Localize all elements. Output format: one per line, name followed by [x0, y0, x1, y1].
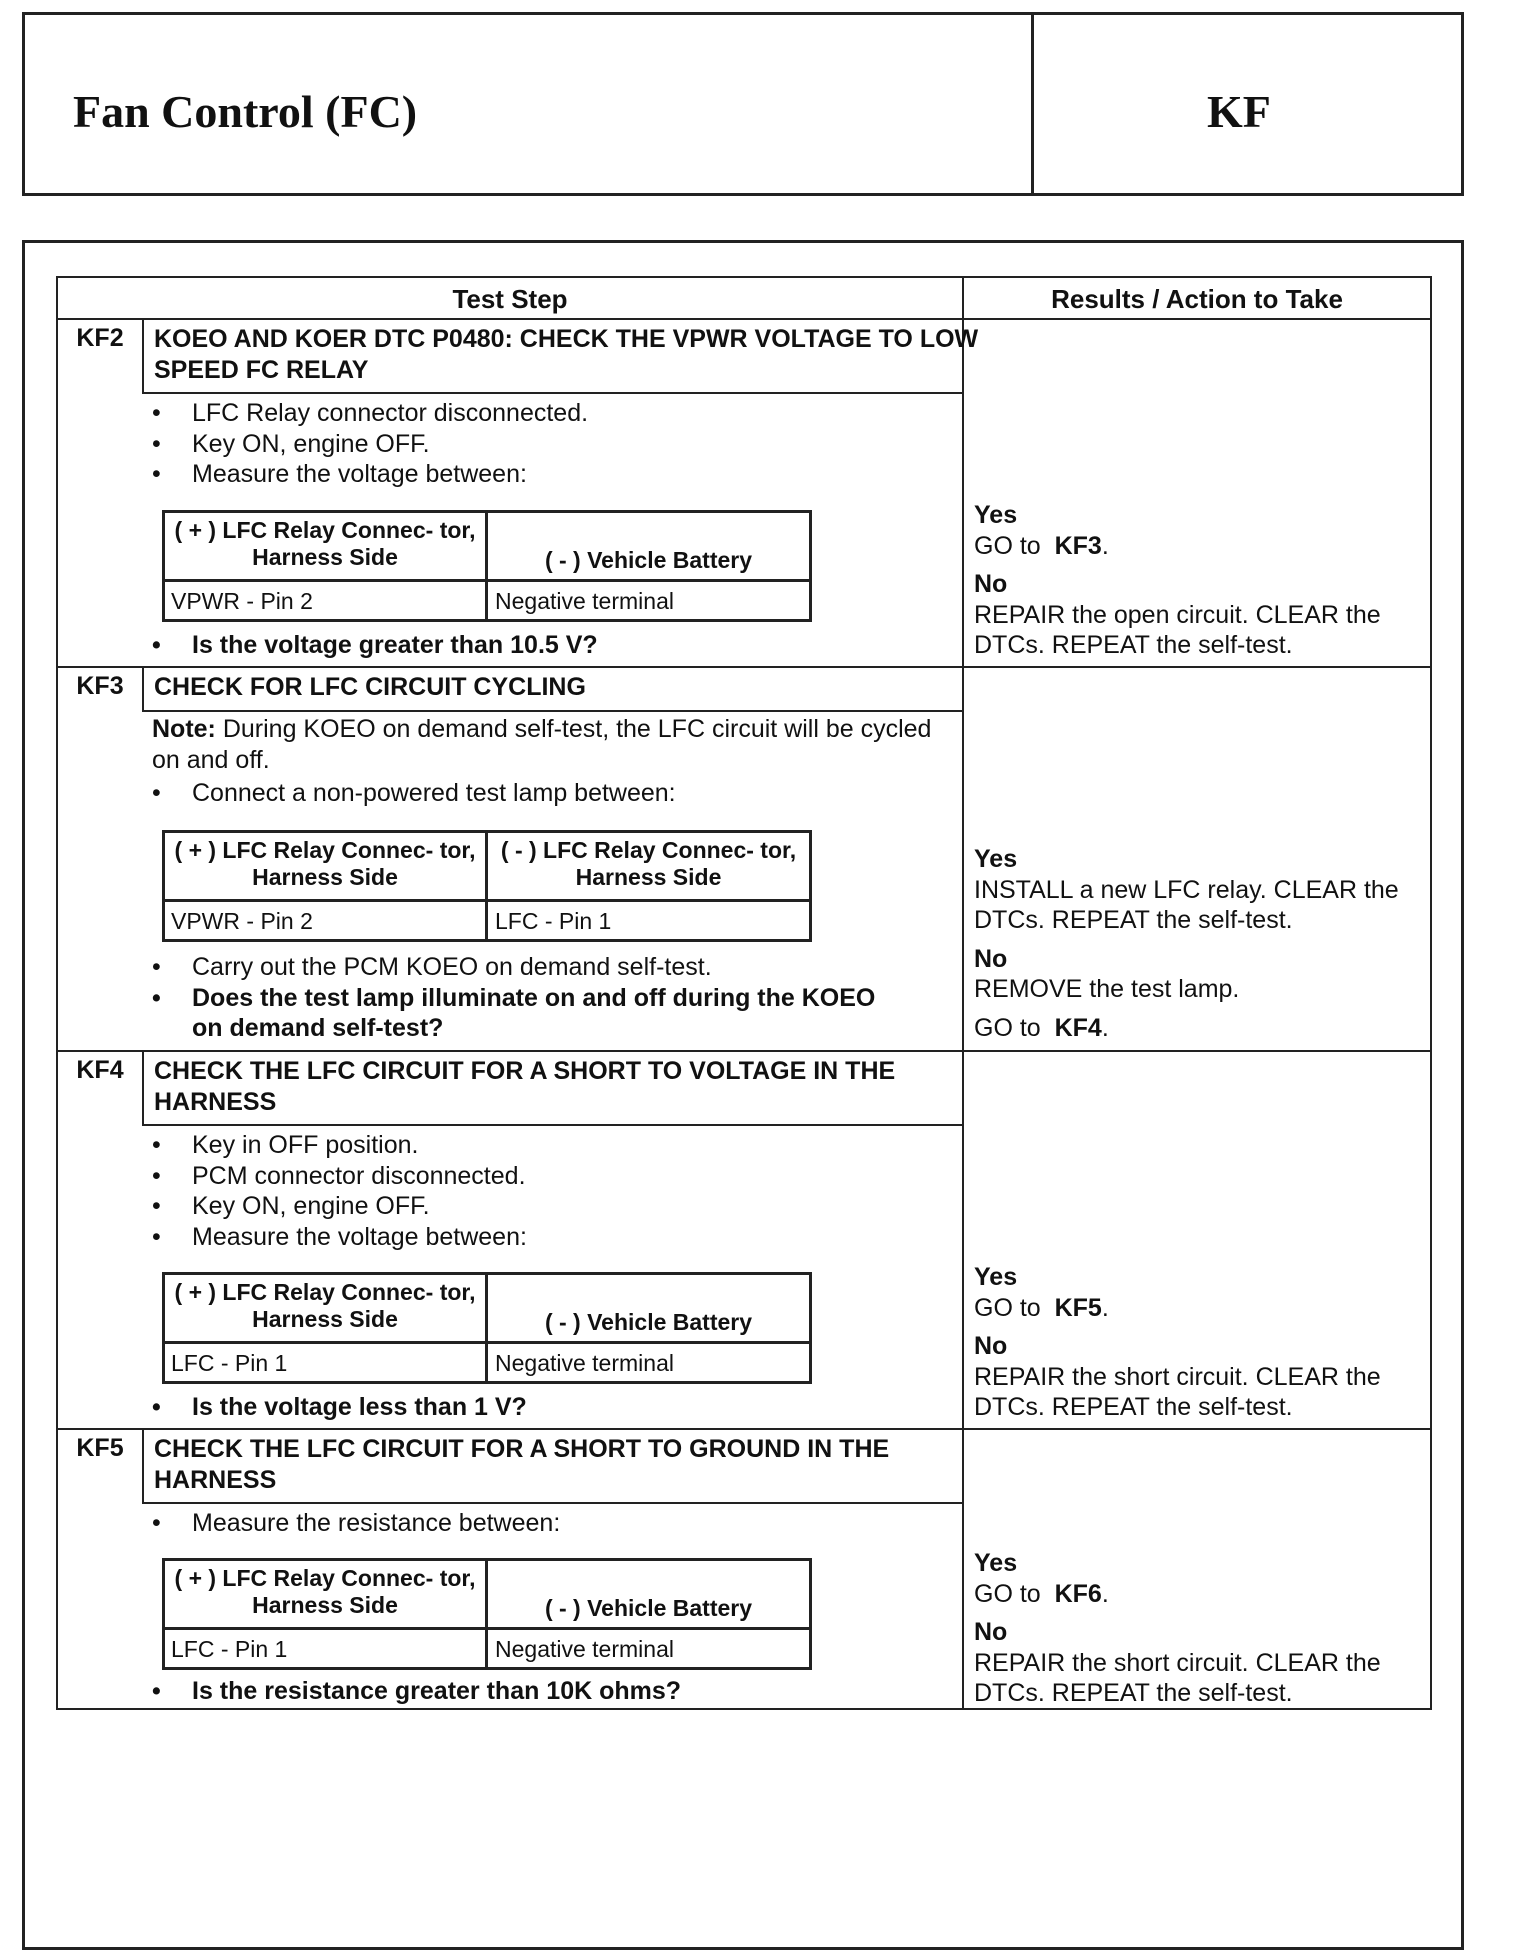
step-bullets: [152, 1508, 560, 1539]
row-divider: [58, 1050, 1430, 1052]
code-divider: [142, 1430, 144, 1504]
table-cell: Negative terminal: [495, 1636, 674, 1662]
no-label: No: [974, 570, 1008, 598]
page-title: Fan Control (FC): [73, 86, 418, 137]
table-header-negative: ( - ) Vehicle Battery: [544, 1309, 753, 1335]
step-title: CHECK FOR LFC CIRCUIT CYCLING: [154, 673, 586, 701]
no-action: REMOVE the test lamp.: [974, 975, 1240, 1003]
yes-action: GO to KF6.: [974, 1579, 1109, 1608]
title-divider: [142, 1502, 962, 1504]
list-item: • Carry out the PCM KOEO on demand self-test.: [152, 952, 912, 983]
step-bullets: [152, 1130, 527, 1252]
table-header-positive: ( + ) LFC Relay Connec- tor, Harness Side: [174, 837, 476, 890]
list-item: • Connect a non-powered test lamp between:: [152, 778, 676, 809]
no-action: REPAIR the open circuit. CLEAR the DTCs. REPEAT the self-test.: [974, 600, 1381, 659]
result-block: [974, 500, 1424, 661]
yes-action: INSTALL a new LFC relay. CLEAR the DTCs. REPEAT the self-test.: [974, 875, 1399, 934]
table-cell: LFC - Pin 1: [495, 908, 612, 934]
row-divider: [58, 666, 1430, 668]
table-header-negative: ( - ) Vehicle Battery: [544, 547, 753, 573]
question-text: • Does the test lamp illuminate on and off during the KOEO on demand self-test?: [152, 983, 912, 1044]
yes-action: GO to KF3.: [974, 531, 1109, 560]
table-cell: Negative terminal: [495, 588, 674, 614]
no-label: No: [974, 1332, 1008, 1360]
list-item: • Key ON, engine OFF.: [152, 429, 588, 460]
table-cell: Negative terminal: [495, 1350, 674, 1376]
step-code: KF3: [76, 672, 124, 700]
step-title: KOEO AND KOER DTC P0480: CHECK THE VPWR VOLTAGE TO LOW SPEED FC RELAY: [154, 325, 979, 384]
no-label: No: [974, 944, 1008, 973]
connector-table: [162, 1558, 812, 1670]
step-ref: KF3: [1054, 531, 1102, 560]
step-ref: KF4: [1054, 1013, 1102, 1042]
list-item: • PCM connector disconnected.: [152, 1161, 527, 1192]
row-divider: [58, 318, 1430, 320]
title-divider: [142, 1124, 962, 1126]
step-question: [152, 1392, 527, 1423]
table-cell: LFC - Pin 1: [171, 1636, 288, 1662]
section-code: KF: [1207, 86, 1271, 137]
row-divider: [58, 1428, 1430, 1430]
list-item: • Key in OFF position.: [152, 1130, 527, 1161]
header-box: [22, 12, 1464, 196]
table-cell: LFC - Pin 1: [171, 1350, 288, 1376]
step-title: CHECK THE LFC CIRCUIT FOR A SHORT TO VOLTAGE IN THE HARNESS: [154, 1057, 896, 1116]
step-bullets: [152, 398, 588, 490]
test-step-table: [56, 276, 1432, 1710]
step-code: KF2: [76, 324, 124, 352]
list-item: • Measure the resistance between:: [152, 1508, 560, 1539]
step-question: [152, 630, 598, 661]
step-bullets: [152, 778, 676, 809]
code-divider: [142, 1052, 144, 1126]
table-header-negative: ( - ) Vehicle Battery: [544, 1595, 753, 1621]
step-ref: KF6: [1054, 1579, 1102, 1608]
title-divider: [142, 392, 962, 394]
note-label: Note:: [152, 715, 216, 743]
question-text: • Is the voltage greater than 10.5 V?: [152, 630, 598, 661]
no-action: REPAIR the short circuit. CLEAR the DTCs. REPEAT the self-test.: [974, 1362, 1381, 1421]
table-header-positive: ( + ) LFC Relay Connec- tor, Harness Side: [174, 517, 476, 570]
note: [152, 714, 952, 776]
step-title: CHECK THE LFC CIRCUIT FOR A SHORT TO GROUND IN THE HARNESS: [154, 1435, 890, 1494]
table-header-positive: ( + ) LFC Relay Connec- tor, Harness Side: [174, 1565, 476, 1618]
yes-label: Yes: [974, 845, 1018, 873]
title-divider: [142, 710, 962, 712]
question-text: • Is the voltage less than 1 V?: [152, 1392, 527, 1423]
table-header-negative: ( - ) LFC Relay Connec- tor, Harness Side: [500, 837, 797, 890]
table-header-positive: ( + ) LFC Relay Connec- tor, Harness Side: [174, 1279, 476, 1332]
step-code: KF4: [76, 1056, 124, 1084]
yes-label: Yes: [974, 1549, 1018, 1577]
list-item: • Key ON, engine OFF.: [152, 1191, 527, 1222]
table-cell: VPWR - Pin 2: [171, 588, 313, 614]
step-bullets-after: [152, 952, 912, 1044]
yes-action: GO to KF5.: [974, 1293, 1109, 1322]
table-cell: VPWR - Pin 2: [171, 908, 313, 934]
list-item: • Measure the voltage between:: [152, 459, 588, 490]
column-header-test-step: Test Step: [452, 284, 568, 314]
connector-table: [162, 1272, 812, 1384]
note-text: During KOEO on demand self-test, the LFC circuit will be cycled on and off.: [152, 715, 932, 774]
yes-label: Yes: [974, 1263, 1018, 1291]
no-action: REPAIR the short circuit. CLEAR the DTCs. REPEAT the self-test.: [974, 1648, 1381, 1707]
result-block: [974, 844, 1424, 1043]
question-text: • Is the resistance greater than 10K ohms?: [152, 1676, 681, 1707]
step-code: KF5: [76, 1434, 124, 1462]
yes-label: Yes: [974, 501, 1018, 529]
step-ref: KF5: [1054, 1293, 1102, 1322]
header-divider: [1031, 15, 1034, 193]
list-item: • Measure the voltage between:: [152, 1222, 527, 1253]
no-goto: GO to KF4.: [974, 1013, 1109, 1042]
step-question: [152, 1676, 681, 1707]
column-header-results: Results / Action to Take: [1051, 284, 1343, 314]
list-item: • LFC Relay connector disconnected.: [152, 398, 588, 429]
result-block: [974, 1262, 1424, 1423]
code-divider: [142, 668, 144, 712]
code-divider: [142, 318, 144, 392]
no-label: No: [974, 1618, 1008, 1646]
connector-table: [162, 830, 812, 942]
result-block: [974, 1548, 1424, 1709]
connector-table: [162, 510, 812, 622]
